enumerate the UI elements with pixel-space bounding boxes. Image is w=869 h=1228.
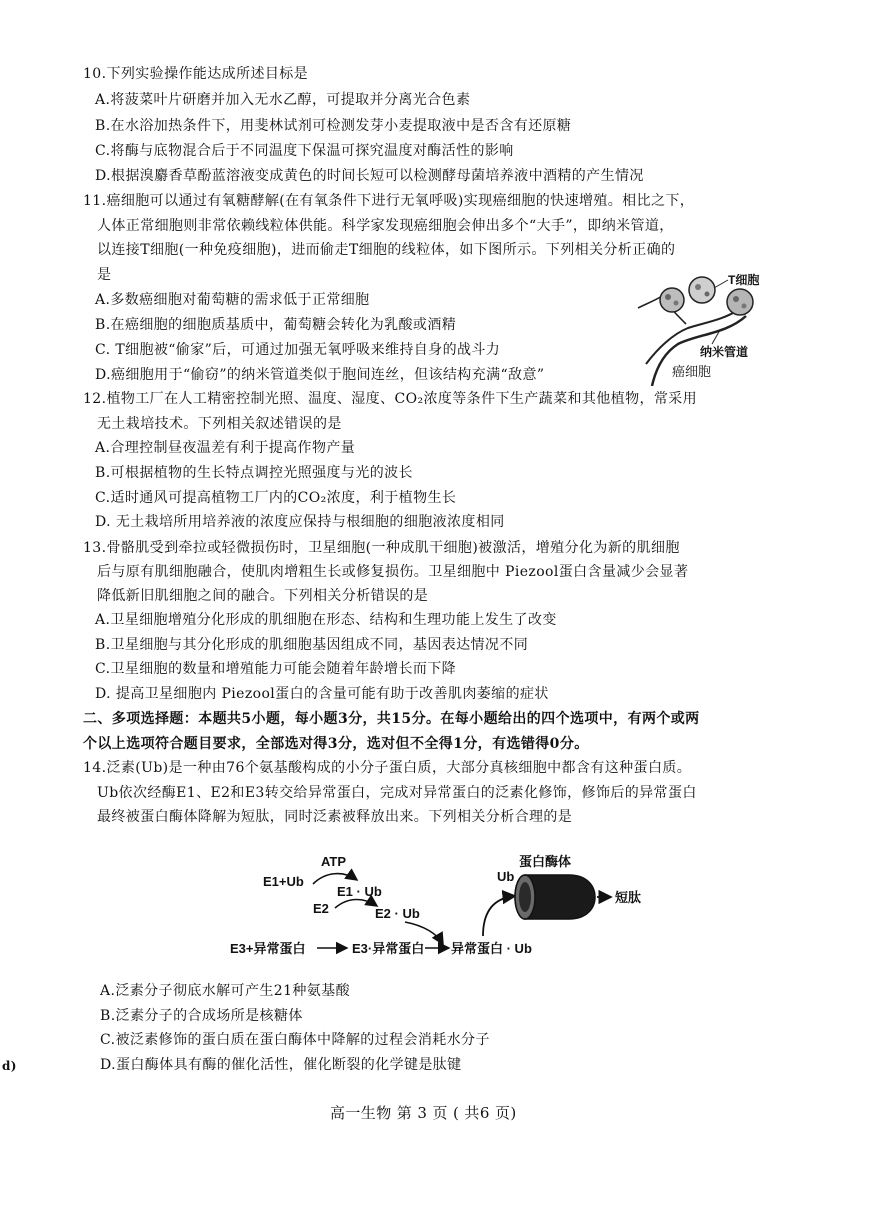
e1-ub-input-label: E1+Ub [263,874,304,889]
peptide-label: 短肽 [615,890,642,905]
t-cell-1 [660,288,684,312]
cancer-cell-figure [628,268,778,386]
page-footer: 高一生物 第 3 页 ( 共6 页) [330,1104,517,1122]
q14-stem-line-2: Ub依次经酶E1、E2和E3转交给异常蛋白，完成对异常蛋白的泛素化修饰，修饰后的异常蛋白 [97,785,697,801]
q11-stem-line-1: 11.癌细胞可以通过有氧糖酵解(在有氧条件下进行无氧呼吸)实现癌细胞的快速增殖。相比之下， [83,193,695,209]
q12-stem-line-1: 12.植物工厂在人工精密控制光照、温度、湿度、CO₂浓度等条件下生产蔬菜和其他植物，常采用 [83,391,698,407]
q13-option-b: B.卫星细胞与其分化形成的肌细胞基因组成不同，基因表达情况不同 [95,637,529,653]
ub-release-label: Ub [497,869,515,884]
q13-option-c: C.卫星细胞的数量和增殖能力可能会随着年龄增长而下降 [95,661,457,677]
q14-option-a: A.泛素分子彻底水解可产生21种氨基酸 [100,983,350,999]
nanotube-label: 纳米管道 [700,345,749,359]
q11-option-c: C. T细胞被“偷家”后，可通过加强无氧呼吸来维持自身的战斗力 [95,342,501,358]
e2-arrow [335,900,377,909]
q14-option-c: C.被泛素修饰的蛋白质在蛋白酶体中降解的过程会消耗水分子 [100,1032,490,1048]
t-cell-label: T细胞 [728,273,760,287]
q11-stem-line-4: 是 [97,267,112,283]
proteasome-label: 蛋白酶体 [519,854,572,869]
q12-option-c: C.适时通风可提高植物工厂内的CO₂浓度，利于植物生长 [95,490,457,506]
q11-stem-line-3: 以连接T细胞(一种免疫细胞)，进而偷走T细胞的线粒体，如下图所示。下列相关分析正确的 [97,242,676,258]
q13-option-d: D. 提高卫星细胞内 Piezool蛋白的含量可能有助于改善肌肉萎缩的症状 [95,686,549,702]
q12-stem-line-2: 无土栽培技术。下列相关叙述错误的是 [97,416,342,432]
q10-option-a: A.将菠菜叶片研磨并加入无水乙醇，可提取并分离光合色素 [95,92,471,108]
tcell-leader-line [714,280,728,288]
q12-option-d: D. 无土栽培所用培养液的浓度应保持与根细胞的细胞液浓度相同 [95,514,505,530]
section2-heading-line-1: 二、多项选择题：本题共5小题，每小题3分，共15分。在每小题给出的四个选项中，有两个或两 [83,711,700,727]
e1-ub-label: E1 · Ub [337,884,382,899]
q12-option-a: A.合理控制昼夜温差有利于提高作物产量 [95,440,356,456]
q14-stem-line-3: 最终被蛋白酶体降解为短肽，同时泛素被释放出来。下列相关分析合理的是 [97,809,573,825]
e3-complex-label: E3·异常蛋白 [352,941,425,956]
q10-option-d: D.根据溴麝香草酚蓝溶液变成黄色的时间长短可以检测酵母菌培养液中酒精的产生情况 [95,168,644,184]
t-cell-3 [727,289,753,315]
abnormal-protein-ub-label: 异常蛋白 · Ub [451,941,532,956]
cancer-cell-label: 癌细胞 [672,364,712,379]
q13-stem-line-2: 后与原有肌细胞融合，使肌肉增粗生长或修复损伤。卫星细胞中 Piezool蛋白含量减少会显著 [97,564,689,580]
margin-mark: d) [2,1059,17,1073]
ubiquitin-pathway-diagram [225,846,675,964]
q11-option-d: D.癌细胞用于“偷窃”的纳米管道类似于胞间连丝，但该结构充满“敌意” [95,367,545,383]
q11-option-a: A.多数癌细胞对葡萄糖的需求低于正常细胞 [95,292,370,308]
q13-option-a: A.卫星细胞增殖分化形成的肌细胞在形态、结构和生理功能上发生了改变 [95,612,557,628]
q11-option-b: B.在癌细胞的细胞质基质中，葡萄糖会转化为乳酸或酒精 [95,317,457,333]
q13-stem-line-1: 13.骨骼肌受到牵拉或轻微损伤时，卫星细胞(一种成肌干细胞)被激活，增殖分化为新的肌细胞 [83,540,680,556]
q13-stem-line-3: 降低新旧肌细胞之间的融合。下列相关分析错误的是 [97,588,429,604]
ub-release-arrow [483,896,515,936]
e2-ub-label: E2 · Ub [375,906,420,921]
q14-option-b: B.泛素分子的合成场所是核糖体 [100,1008,303,1024]
q10-option-c: C.将酶与底物混合后于不同温度下保温可探究温度对酶活性的影响 [95,143,514,159]
atp-label: ATP [321,854,347,869]
t-cell-2 [689,277,715,303]
e3-input-label: E3+异常蛋白 [230,941,306,956]
q14-option-d: D.蛋白酶体具有酶的催化活性，催化断裂的化学键是肽键 [100,1057,462,1073]
proteasome-icon [515,875,595,919]
q12-option-b: B.可根据植物的生长特点调控光照强度与光的波长 [95,465,413,481]
atp-arrow [313,874,357,884]
q14-stem-line-1: 14.泛素(Ub)是一种由76个氨基酸构成的小分子蛋白质，大部分真核细胞中都含有这种蛋白质。 [83,760,692,776]
nanotube-stub [638,296,662,308]
section2-heading-line-2: 个以上选项符合题目要求，全部选对得3分，选对但不全得1分，有选错得0分。 [83,736,589,752]
q10-stem: 10.下列实验操作能达成所述目标是 [83,66,309,82]
e2-label: E2 [313,901,329,916]
q10-option-b: B.在水浴加热条件下，用斐林试剂可检测发芽小麦提取液中是否含有还原糖 [95,118,572,134]
q11-stem-line-2: 人体正常细胞则非常依赖线粒体供能。科学家发现癌细胞会伸出多个“大手”，即纳米管道， [97,218,674,234]
